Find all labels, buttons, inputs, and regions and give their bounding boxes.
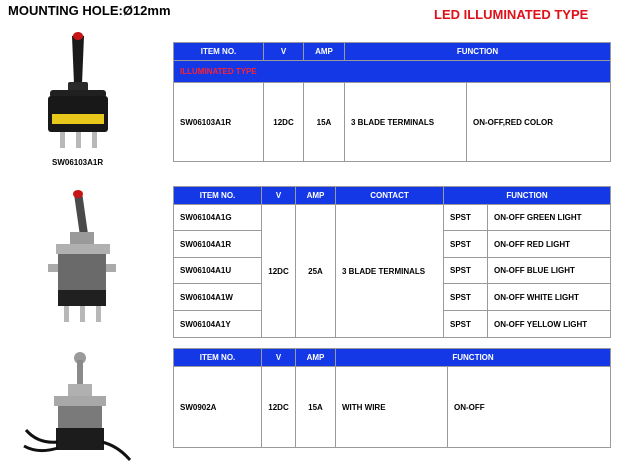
contact-cell: 3 BLADE TERMINALS: [345, 83, 467, 162]
item-no-cell: SW0902A: [174, 367, 262, 448]
col-amp: AMP: [296, 187, 336, 205]
function-cell: ON-OFF GREEN LIGHT: [488, 205, 611, 231]
item-no-cell: SW06103A1R: [174, 83, 264, 162]
col-function: FUNCTION: [336, 349, 611, 367]
col-amp: AMP: [296, 349, 336, 367]
function-cell: ON-OFF,RED COLOR: [467, 83, 611, 162]
item-no-cell: SW06104A1R: [174, 231, 262, 258]
contact-cell: 3 BLADE TERMINALS: [336, 205, 444, 338]
voltage-cell: 12DC: [262, 367, 296, 448]
amp-cell: 15A: [296, 367, 336, 448]
toggle-switch-wired-photo: [18, 350, 138, 468]
col-v: V: [262, 187, 296, 205]
pole-cell: SPST: [444, 284, 488, 311]
col-v: V: [264, 43, 304, 61]
mounting-hole-title: MOUNTING HOLE:Ø12mm: [8, 3, 171, 18]
section1-caption: SW06103A1R: [52, 158, 104, 167]
function-cell: ON-OFF RED LIGHT: [488, 231, 611, 258]
section1-table: [173, 42, 611, 162]
toggle-switch-illuminated-photo: [38, 30, 118, 155]
item-no-cell: SW06104A1Y: [174, 311, 262, 338]
toggle-switch-metal-photo: [44, 188, 122, 328]
col-function: FUNCTION: [345, 43, 611, 61]
function-cell: ON-OFF: [448, 367, 611, 448]
contact-cell: WITH WIRE: [336, 367, 448, 448]
function-cell: ON-OFF YELLOW LIGHT: [488, 311, 611, 338]
voltage-cell: 12DC: [264, 83, 304, 162]
col-contact: CONTACT: [336, 187, 444, 205]
voltage-cell: 12DC: [262, 205, 296, 338]
function-cell: ON-OFF WHITE LIGHT: [488, 284, 611, 311]
col-item-no: ITEM NO.: [174, 187, 262, 205]
item-no-cell: SW06104A1U: [174, 258, 262, 284]
item-no-cell: SW06104A1W: [174, 284, 262, 311]
col-v: V: [262, 349, 296, 367]
amp-cell: 15A: [304, 83, 345, 162]
col-amp: AMP: [304, 43, 345, 61]
pole-cell: SPST: [444, 258, 488, 284]
col-function: FUNCTION: [444, 187, 611, 205]
illuminated-type-label: ILLUMINATED TYPE: [174, 61, 611, 83]
col-item-no: ITEM NO.: [174, 43, 264, 61]
pole-cell: SPST: [444, 311, 488, 338]
function-cell: ON-OFF BLUE LIGHT: [488, 258, 611, 284]
amp-cell: 25A: [296, 205, 336, 338]
section3-table: [173, 348, 611, 448]
section2-table: [173, 186, 611, 338]
pole-cell: SPST: [444, 231, 488, 258]
pole-cell: SPST: [444, 205, 488, 231]
led-illuminated-type-title: LED ILLUMINATED TYPE: [434, 7, 589, 22]
item-no-cell: SW06104A1G: [174, 205, 262, 231]
col-item-no: ITEM NO.: [174, 349, 262, 367]
